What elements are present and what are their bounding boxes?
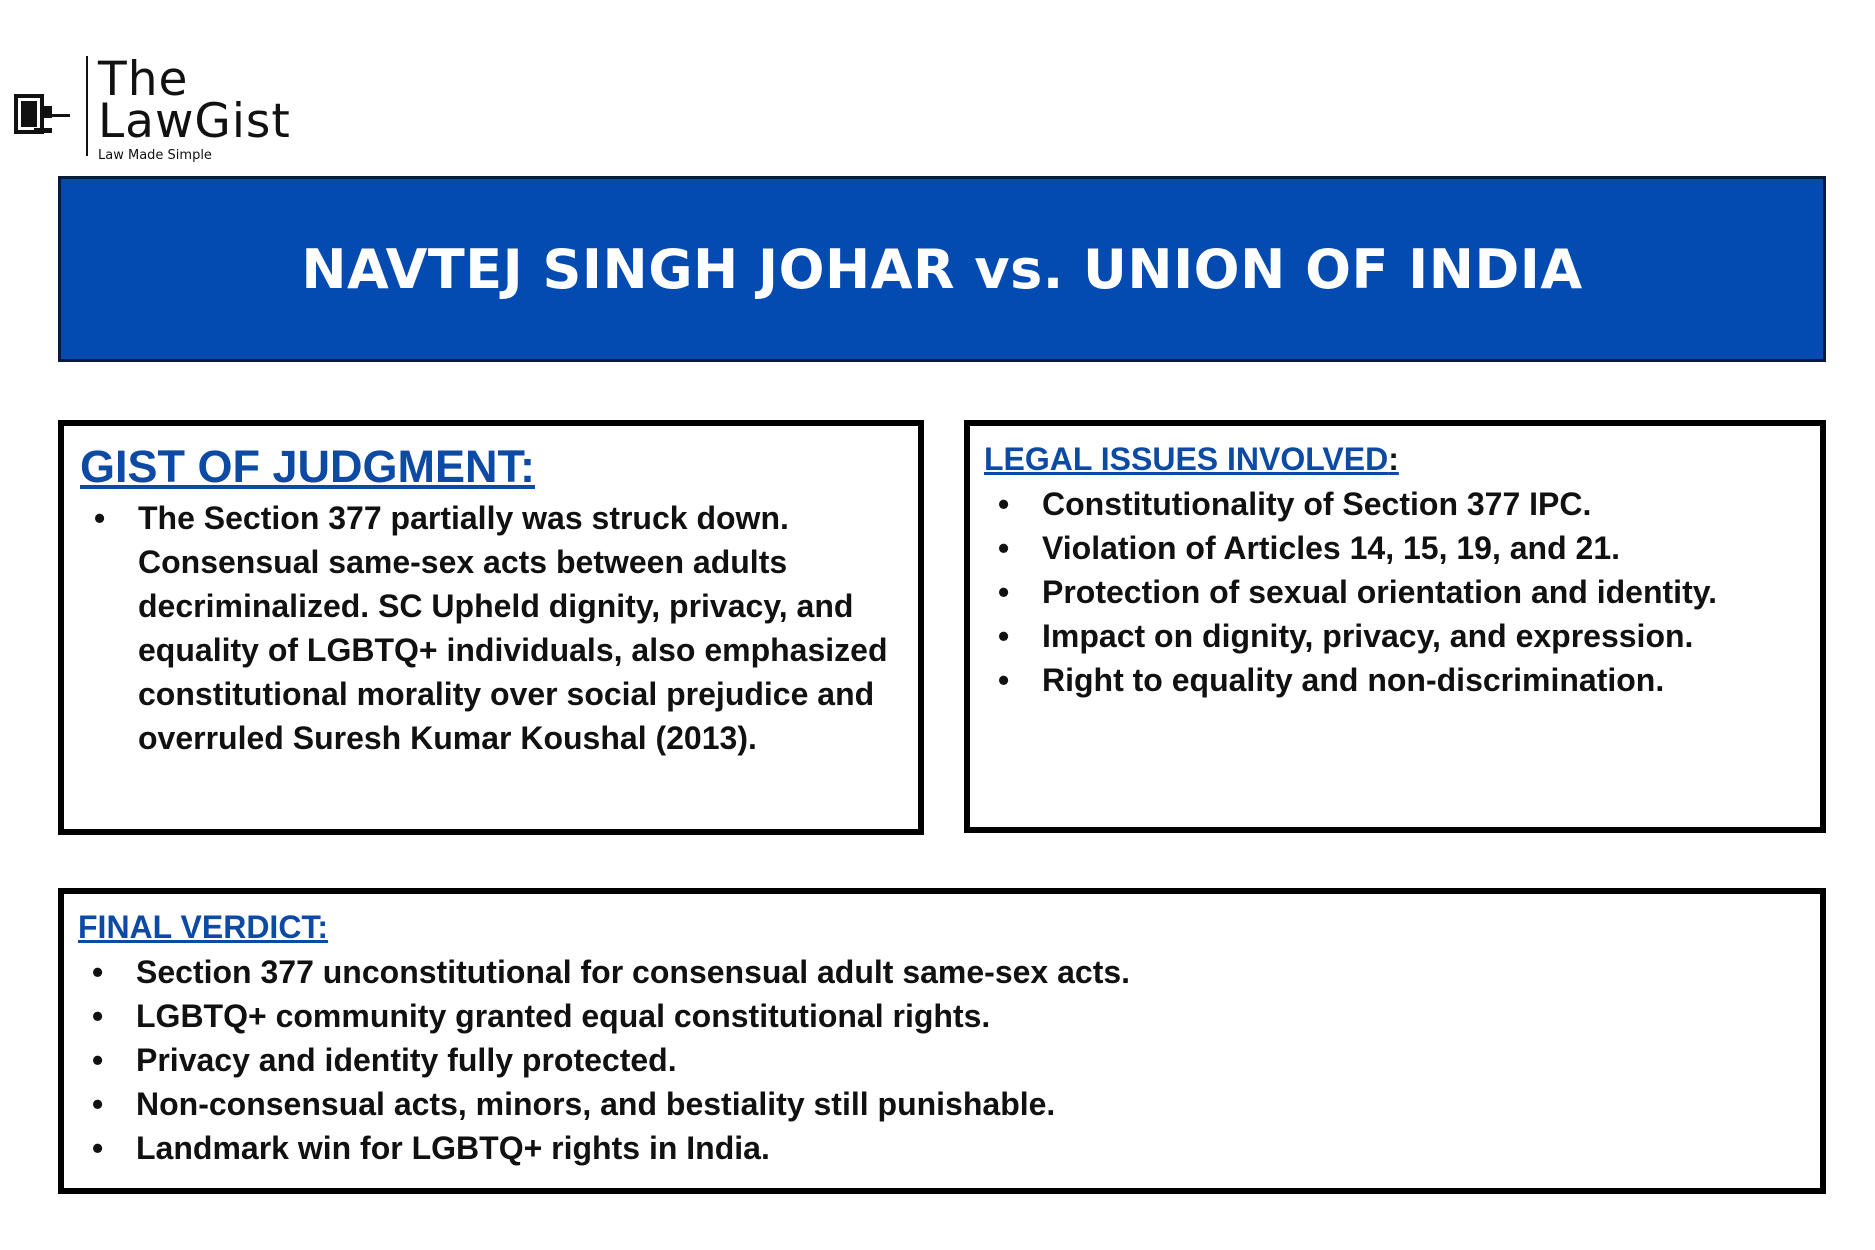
final-verdict-panel [58,888,1826,1194]
verdict-text: Privacy and identity fully protected. [136,1042,677,1078]
list-item [984,614,1800,658]
bullet: • [92,1086,104,1122]
list-item [984,526,1800,570]
gist-heading: GIST OF JUDGMENT: [80,441,536,492]
issue-text: Impact on dignity, privacy, and expression. [1042,618,1694,654]
bullet: • [998,618,1010,654]
issue-text: Violation of Articles 14, 15, 19, and 21. [1042,530,1620,566]
list-item [984,482,1800,526]
brand-logo [12,52,291,166]
bullet: • [92,998,104,1034]
list-item [78,1038,1800,1082]
title-banner [58,176,1826,362]
bullet: • [998,574,1010,610]
logo-tagline: Law Made Simple [98,148,212,163]
verdict-text: Section 377 unconstitutional for consensual adult same-sex acts. [136,954,1131,990]
verdict-text: LGBTQ+ community granted equal constitutional rights. [136,998,991,1034]
gist-text: The Section 377 partially was struck down. Consensual same-sex acts between adults decriminalized. SC Upheld dignity, privacy, and equality of LGBTQ+ individuals, also emphasized constitutional morality over social prejudice and overruled Suresh Kumar Koushal (2013). [138,500,888,756]
verdict-text: Landmark win for LGBTQ+ rights in India. [136,1130,770,1166]
bullet: • [92,954,104,990]
legal-issues-list [984,482,1800,702]
list-item [984,658,1800,702]
list-item [80,496,898,760]
list-item [78,1082,1800,1126]
list-item [78,950,1800,994]
final-verdict-heading: FINAL VERDICT: [78,909,329,945]
gist-panel [58,420,924,835]
issue-text: Protection of sexual orientation and identity. [1042,574,1718,610]
bullet: • [92,1042,104,1078]
logo-wordmark-line2: LawGist [98,94,291,149]
list-item [78,1126,1800,1170]
legal-issues-panel [964,420,1826,833]
logo-divider [86,56,88,156]
issue-text: Right to equality and non-discrimination. [1042,662,1665,698]
page-title: NAVTEJ SINGH JOHAR vs. UNION OF INDIA [301,237,1583,301]
bullet: • [92,1130,104,1166]
bullet: • [998,530,1010,566]
bullet: • [998,662,1010,698]
list-item [984,570,1800,614]
legal-issues-heading-text: LEGAL ISSUES INVOLVED [984,441,1389,477]
legal-issues-heading [984,440,1800,478]
final-verdict-list [78,950,1800,1170]
logo-wordmark-line1: The [98,52,189,107]
bullet: • [998,486,1010,522]
verdict-text: Non-consensual acts, minors, and bestiality still punishable. [136,1086,1056,1122]
list-item [78,994,1800,1038]
gist-list [80,496,898,760]
issue-text: Constitutionality of Section 377 IPC. [1042,486,1592,522]
bullet: • [94,500,106,536]
legal-issues-heading-colon: : [1388,441,1399,477]
gavel-book-icon [12,84,72,140]
